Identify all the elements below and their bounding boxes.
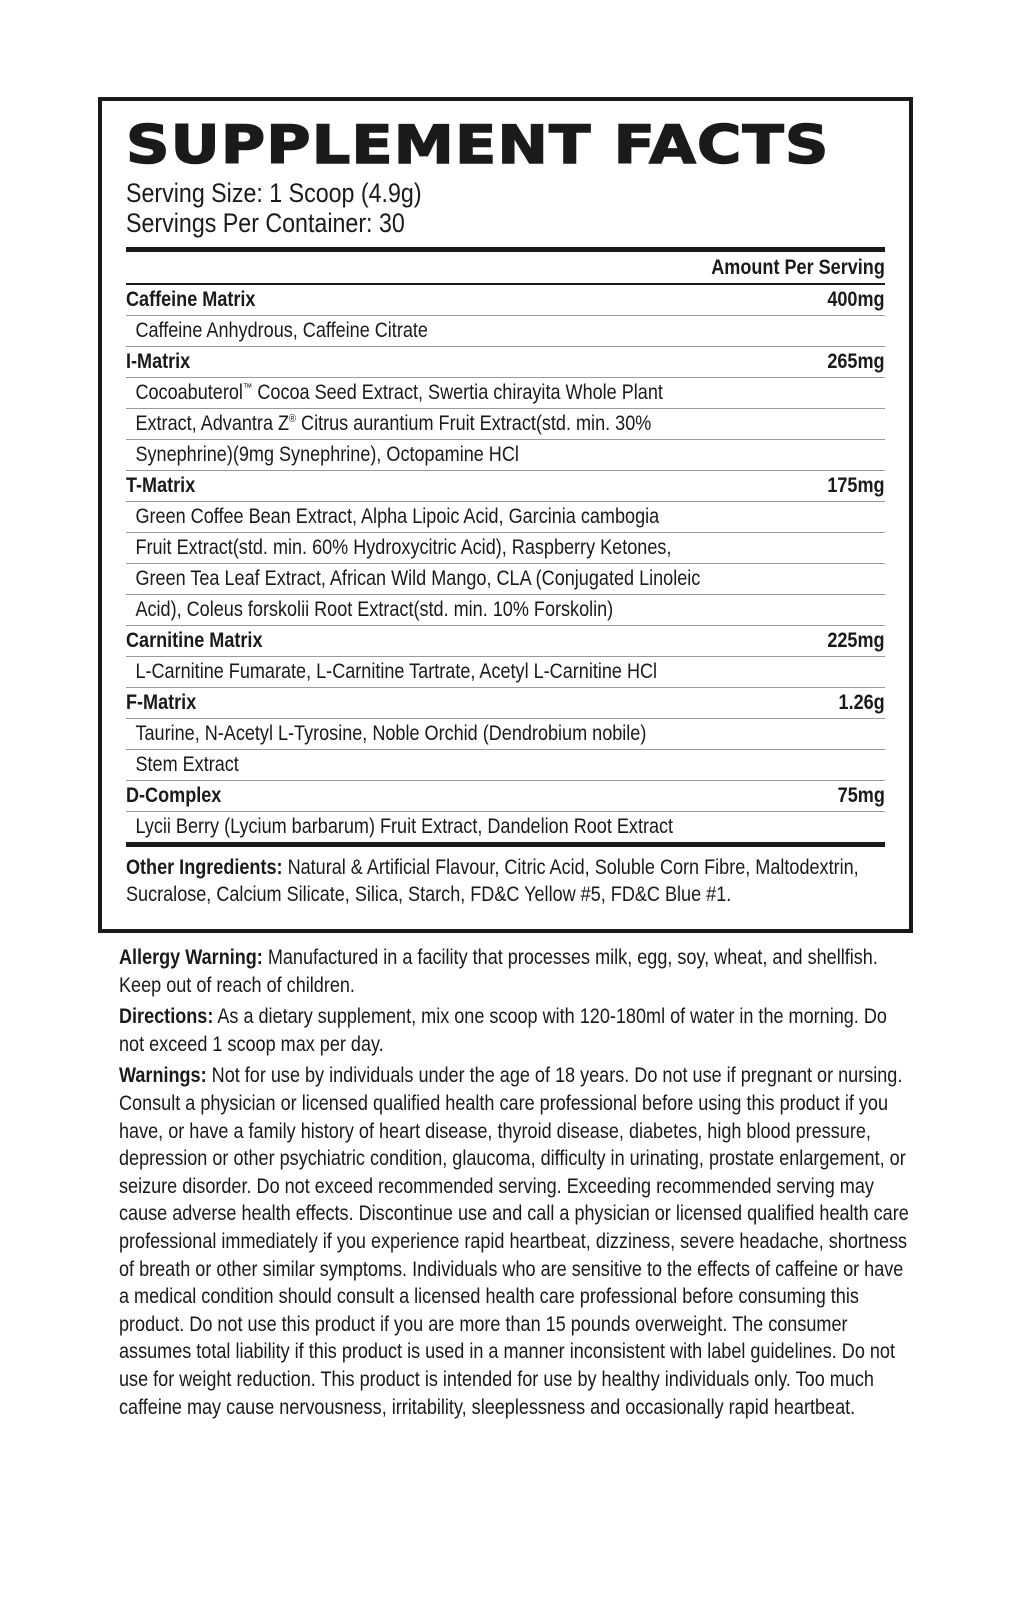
ingredient-row: [126, 781, 885, 812]
trademark-symbol: ™: [242, 382, 253, 394]
ingredient-detail-row: [126, 719, 885, 750]
serving-size: Serving Size: 1 Scoop (4.9g): [126, 178, 422, 208]
directions-label: Directions:: [119, 1005, 214, 1029]
ingredient-detail-row: [126, 657, 885, 688]
ingredient-detail: Green Tea Leaf Extract, African Wild Mango, CLA (Conjugated Linoleic: [135, 567, 701, 590]
ingredient-row: [126, 626, 885, 657]
ingredient-detail-row: [126, 316, 885, 347]
allergy-warning: [119, 944, 910, 999]
ingredient-detail: Acid), Coleus forskolii Root Extract(std. min. 10% Forskolin): [135, 598, 614, 621]
ingredient-detail: Synephrine)(9mg Synephrine), Octopamine HCl: [135, 443, 519, 466]
other-ingredients-label: Other Ingredients:: [126, 856, 283, 879]
ingredient-detail: Stem Extract: [135, 753, 239, 776]
ingredient-detail-row: [126, 409, 885, 440]
servings-per-container: Servings Per Container: 30: [126, 208, 405, 238]
warnings-label: Warnings:: [119, 1064, 207, 1088]
ingredient-name: T-Matrix: [126, 474, 196, 497]
registered-symbol: ®: [289, 413, 297, 425]
ingredient-row: [126, 347, 885, 378]
ingredient-detail-row: [126, 378, 885, 409]
ingredient-detail-row: [126, 440, 885, 471]
ingredient-amount: 1.26g: [838, 691, 885, 714]
ingredient-detail: L-Carnitine Fumarate, L-Carnitine Tartrate, Acetyl L-Carnitine HCl: [135, 660, 658, 683]
ingredient-detail-row: [126, 533, 885, 564]
directions-text: As a dietary supplement, mix one scoop with 120-180ml of water in the morning. Do not exceed 1 scoop max per day.: [119, 1005, 887, 1056]
ingredient-detail-row: [126, 812, 885, 842]
panel-title: SUPPLEMENT FACTS: [126, 115, 830, 176]
warnings: [119, 1062, 910, 1421]
ingredient-detail: Green Coffee Bean Extract, Alpha Lipoic Acid, Garcinia cambogia: [135, 505, 660, 528]
allergy-warning-label: Allergy Warning:: [119, 946, 263, 969]
warnings-text: Not for use by individuals under the age of 18 years. Do not use if pregnant or nursing. Consult a physician or licensed qualified health care professional before using this product if you have, or have a family history of heart disease, thyroid disease, diabetes, high blood pressure, depression or other psychiatric condition, glaucoma, difficulty in urinating, prostate enlargement, or seizure disorder. Do not exceed recommended serving. Exceeding recommended serving may cause adverse health effects. Discontinue use and call a physician or licensed qualified health care professional immediately if you experience rapid heartbeat, dizziness, severe headache, shortness of breath or other similar symptoms. Individuals who are sensitive to the effects of caffeine or have a medical condition should consult a licensed health care professional before consuming this product. Do not use this product if you are more than 15 pounds overweight. The consumer assumes total liability if this product is used in a manner inconsistent with label guidelines. Do not use for weight reduction. This product is intended for use by healthy individuals only. Too much caffeine may cause nervousness, irritability, sleeplessness and occasionally rapid heartbeat.: [119, 1064, 909, 1419]
ingredient-detail-row: [126, 564, 885, 595]
ingredient-detail-row: [126, 502, 885, 533]
ingredient-detail: Taurine, N-Acetyl L-Tyrosine, Noble Orchid (Dendrobium nobile): [135, 722, 647, 745]
supplement-facts-panel: [98, 97, 913, 933]
ingredient-row: [126, 688, 885, 719]
ingredient-name: Caffeine Matrix: [126, 288, 256, 311]
other-ingredients-text: Natural & Artificial Flavour, Citric Acid, Soluble Corn Fibre, Maltodextrin, Sucralose, Calcium Silicate, Silica, Starch, FD&C Yellow #5, FD&C Blue #1.: [126, 856, 859, 906]
ingredient-detail-row: [126, 595, 885, 626]
ingredient-amount: 175mg: [827, 474, 885, 497]
ingredient-name: I-Matrix: [126, 350, 191, 373]
directions: [119, 1003, 910, 1058]
ingredient-detail: Caffeine Anhydrous, Caffeine Citrate: [135, 319, 428, 342]
ingredient-detail: Extract, Advantra Z® Citrus aurantium Fruit Extract(std. min. 30%: [135, 412, 652, 435]
ingredient-detail-row: [126, 750, 885, 781]
ingredient-detail: Fruit Extract(std. min. 60% Hydroxycitric Acid), Raspberry Ketones,: [135, 536, 672, 559]
allergy-warning-text: Manufactured in a facility that processes milk, egg, soy, wheat, and shellfish. Keep out of reach of children.: [119, 946, 878, 997]
ingredient-amount: 75mg: [837, 784, 885, 807]
ingredient-row: [126, 285, 885, 316]
label-notes: [119, 944, 910, 1425]
ingredient-detail: Lycii Berry (Lycium barbarum) Fruit Extract, Dandelion Root Extract: [135, 815, 674, 838]
amount-per-serving-header: Amount Per Serving: [711, 256, 885, 279]
ingredient-name: F-Matrix: [126, 691, 197, 714]
serving-info: [126, 178, 885, 238]
ingredient-name: Carnitine Matrix: [126, 629, 263, 652]
other-ingredients: [126, 854, 891, 908]
ingredient-amount: 225mg: [827, 629, 885, 652]
ingredient-row: [126, 471, 885, 502]
ingredient-detail: Cocoabuterol™ Cocoa Seed Extract, Swertia chirayita Whole Plant: [135, 381, 663, 404]
ingredient-amount: 400mg: [827, 288, 885, 311]
ingredient-amount: 265mg: [827, 350, 885, 373]
ingredient-name: D-Complex: [126, 784, 222, 807]
divider-thick: [126, 842, 885, 847]
